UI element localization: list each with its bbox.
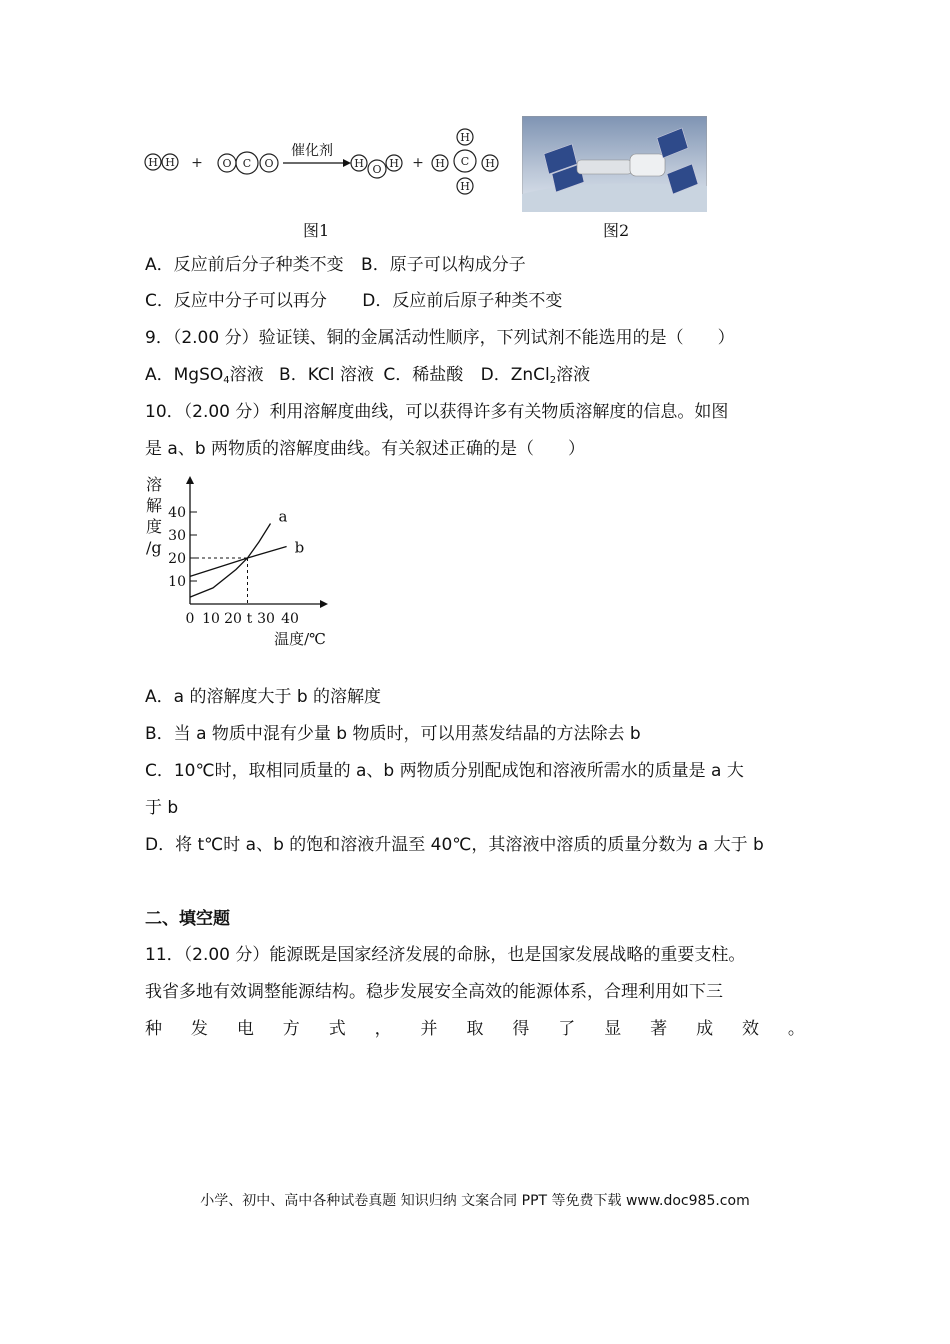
svg-text:H: H — [435, 157, 445, 170]
svg-text:O: O — [372, 163, 382, 176]
q9-options — [145, 363, 590, 393]
plus-sign: + — [412, 155, 424, 171]
q10-stem-line2: 是 a、b 两物质的溶解度曲线。有关叙述正确的是（ ） — [145, 439, 586, 459]
q10-option-c-line2: 于 b — [145, 798, 179, 818]
reaction-diagram — [140, 125, 510, 205]
x-tick-label: t — [246, 611, 253, 627]
y-tick-label: 40 — [168, 505, 186, 521]
series-line-b — [190, 547, 287, 577]
q11-char: 方 — [282, 1019, 300, 1039]
x-tick-label: 0 — [185, 611, 195, 627]
svg-text:O: O — [222, 157, 232, 170]
q8-option-c: C．反应中分子可以再分 — [145, 291, 327, 311]
x-axis-label: 温度/℃ — [274, 630, 326, 648]
q11-char: 式 — [328, 1019, 346, 1039]
space-station-image — [522, 116, 707, 212]
y-tick-label: 10 — [168, 574, 186, 590]
svg-text:O: O — [264, 157, 274, 170]
q8-option-d: D．反应前后原子种类不变 — [362, 291, 563, 311]
q8-options-row2 — [145, 289, 562, 313]
q11-char: 取 — [466, 1019, 484, 1039]
y-tick-label: 30 — [168, 528, 186, 544]
x-tick-label: 40 — [281, 611, 299, 627]
catalyst-label: 催化剂 — [291, 143, 333, 159]
q10-option-d: D．将 t℃时 a、b 的饱和溶液升温至 40℃，其溶液中溶质的质量分数为 a 大于 b — [145, 835, 764, 855]
x-ticks — [186, 611, 299, 627]
y-label-char: 度 — [146, 517, 163, 536]
q11-char: 电 — [236, 1019, 254, 1039]
q10-stem-line1: 10．（2.00 分）利用溶解度曲线，可以获得许多有关物质溶解度的信息。如图 — [145, 402, 729, 422]
q11-char: ， — [374, 1019, 392, 1039]
q9-option-b: B．KCl 溶液 — [279, 365, 374, 385]
q9-option-a: A．MgSO$_4$溶液 — [145, 365, 264, 386]
q10-option-b: B．当 a 物质中混有少量 b 物质时，可以用蒸发结晶的方法除去 b — [145, 724, 641, 744]
svg-text:H: H — [460, 180, 470, 193]
q11-char: 显 — [604, 1019, 622, 1039]
solubility-chart — [140, 470, 340, 655]
x-axis-arrow — [320, 600, 328, 608]
q11-char: 。 — [787, 1019, 805, 1039]
svg-text:H: H — [389, 157, 399, 170]
q8-option-b: B．原子可以构成分子 — [361, 255, 526, 275]
q11-char: 发 — [190, 1019, 208, 1039]
x-tick-label: 30 — [257, 611, 275, 627]
x-tick-label: 20 — [224, 611, 242, 627]
q11-line2: 我省多地有效调整能源结构。稳步发展安全高效的能源体系，合理利用如下三 — [145, 982, 723, 1002]
figure1-label: 图1 — [303, 221, 330, 240]
q8-options-row1 — [145, 253, 526, 277]
svg-text:H: H — [165, 156, 175, 169]
q9-option-c: C．稀盐酸 — [383, 365, 464, 385]
svg-text:C: C — [460, 155, 470, 168]
q11-char: 成 — [696, 1019, 714, 1039]
q10-option-c-line1: C．10℃时，取相同质量的 a、b 两物质分别配成饱和溶液所需水的质量是 a 大 — [145, 761, 744, 781]
svg-text:H: H — [460, 131, 470, 144]
q11-line1: 11．（2.00 分）能源既是国家经济发展的命脉，也是国家发展战略的重要支柱。 — [145, 945, 746, 965]
page-footer: 小学、初中、高中各种试卷真题 知识归纳 文案合同 PPT 等免费下载 www.doc985.com — [200, 1193, 750, 1209]
q9-stem: 9．（2.00 分）验证镁、铜的金属活动性顺序，下列试剂不能选用的是（ ） — [145, 328, 735, 348]
figure2-label: 图2 — [603, 221, 630, 240]
section-title: 二、填空题 — [145, 909, 230, 929]
y-ticks — [168, 505, 197, 590]
y-label-char: 溶 — [146, 475, 163, 494]
q11-char: 得 — [512, 1019, 530, 1039]
svg-text:H: H — [148, 156, 158, 169]
q9-option-d: D．ZnCl$_2$溶液 — [480, 365, 591, 386]
svg-text:H: H — [485, 157, 495, 170]
q11-char: 种 — [145, 1019, 162, 1039]
svg-text:H: H — [354, 157, 364, 170]
series-label-a: a — [278, 507, 288, 526]
y-tick-label: 20 — [168, 551, 186, 567]
q11-char: 著 — [650, 1019, 668, 1039]
x-tick-label: 10 — [202, 611, 220, 627]
series-line-a — [190, 524, 271, 598]
y-axis-arrow — [186, 476, 194, 484]
series-label-b: b — [294, 538, 305, 557]
q10-option-a: A．a 的溶解度大于 b 的溶解度 — [145, 687, 382, 707]
q11-char: 效 — [741, 1019, 759, 1039]
y-label-char: /g — [146, 538, 162, 557]
plus-sign: + — [191, 155, 203, 171]
q8-option-a: A．反应前后分子种类不变 — [145, 255, 344, 275]
q11-char: 了 — [558, 1019, 576, 1039]
y-label-char: 解 — [146, 496, 163, 515]
intersection-guides — [190, 558, 248, 604]
svg-text:C: C — [242, 157, 252, 170]
q11-line3 — [145, 1017, 805, 1041]
q11-char: 并 — [420, 1019, 438, 1039]
y-axis-label — [146, 475, 162, 557]
